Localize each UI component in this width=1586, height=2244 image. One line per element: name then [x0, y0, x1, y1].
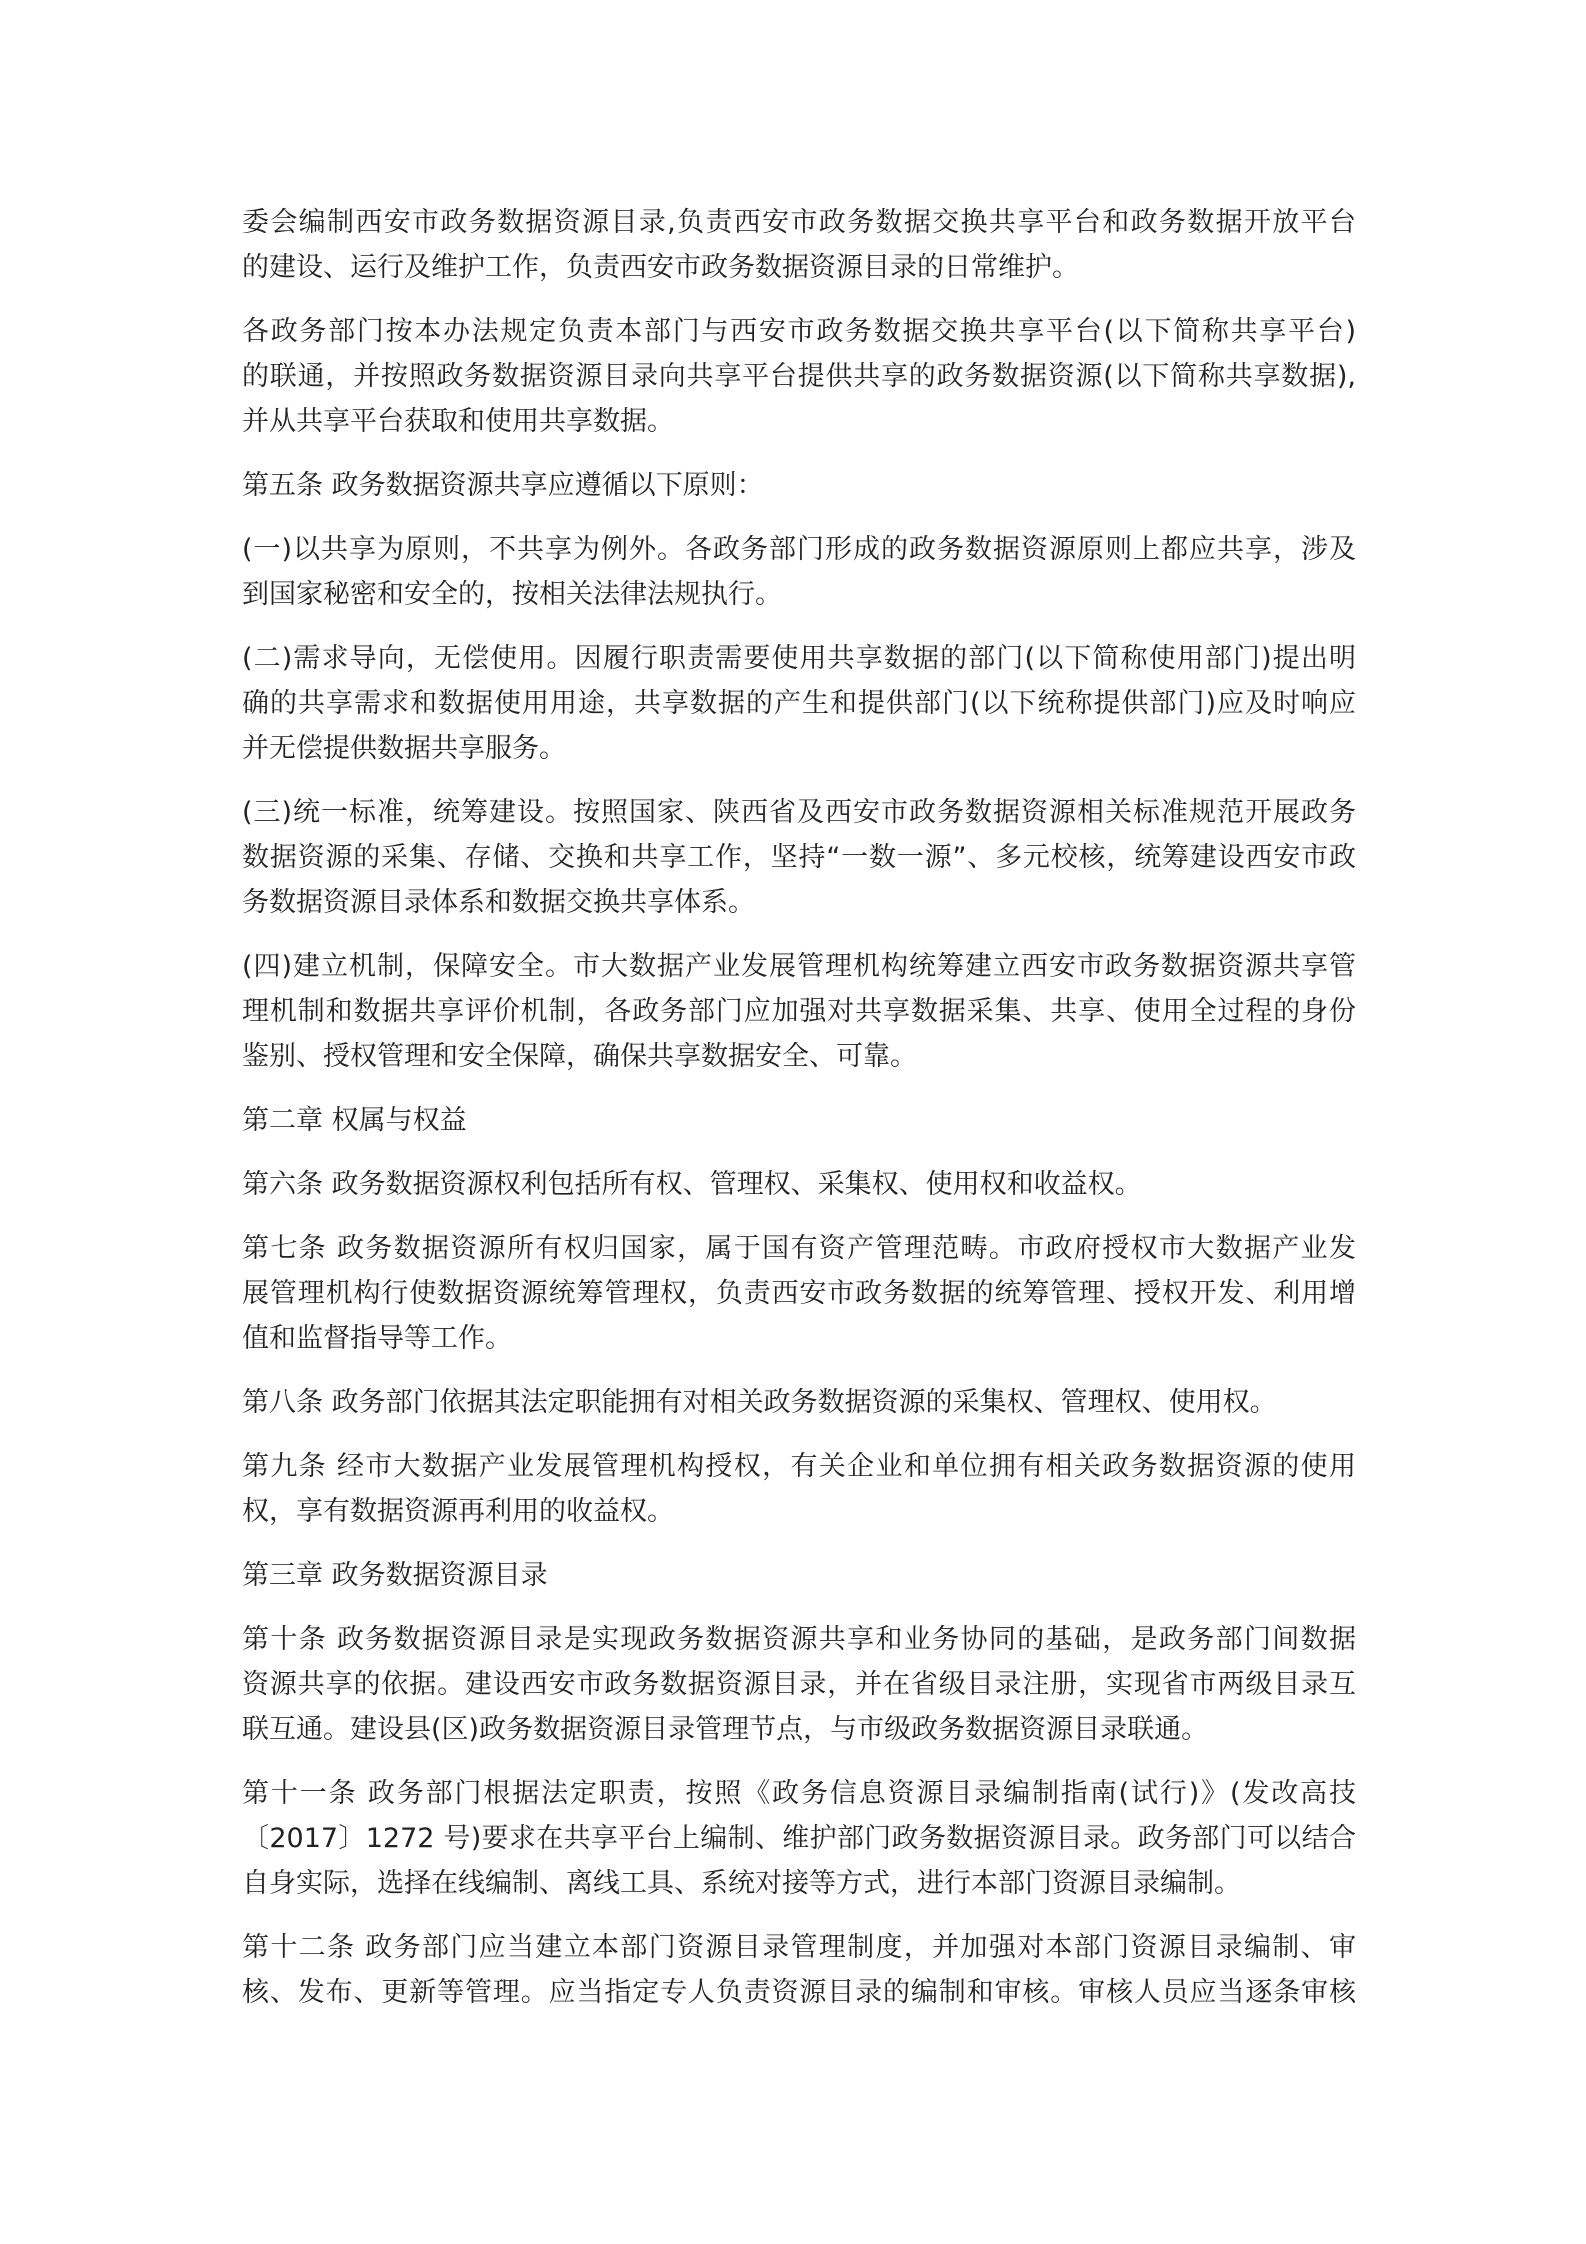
text-line: 第二章 权属与权益 — [242, 1105, 467, 1136]
text-line: 值和监督指导等工作。 — [242, 1323, 512, 1354]
text-line: 并无偿提供数据共享服务。 — [242, 733, 566, 764]
text-line: 确的共享需求和数据使用用途，共享数据的产生和提供部门(以下统称提供部门)应及时响应 — [242, 688, 1356, 719]
paragraph — [242, 1380, 1356, 1425]
paragraph — [242, 1226, 1356, 1361]
text-line: 第十二条 政务部门应当建立本部门资源目录管理制度，并加强对本部门资源目录编制、审 — [242, 1932, 1356, 1963]
text-line: 务数据资源目录体系和数据交换共享体系。 — [242, 887, 755, 918]
text-line: 资源共享的依据。建设西安市政务数据资源目录，并在省级目录注册，实现省市两级目录互 — [242, 1669, 1356, 1700]
text-line: 委会编制西安市政务数据资源目录,负责西安市政务数据交换共享平台和政务数据开放平台 — [242, 207, 1356, 238]
text-line: 鉴别、授权管理和安全保障，确保共享数据安全、可靠。 — [242, 1041, 917, 1072]
text-line: 第九条 经市大数据产业发展管理机构授权，有关企业和单位拥有相关政务数据资源的使用 — [242, 1451, 1356, 1482]
paragraph — [242, 309, 1356, 444]
paragraph — [242, 944, 1356, 1079]
paragraph — [242, 527, 1356, 617]
text-line: 第十条 政务数据资源目录是实现政务数据资源共享和业务协同的基础，是政务部门间数据 — [242, 1624, 1356, 1655]
text-line: 权，享有数据资源再利用的收益权。 — [242, 1496, 674, 1527]
text-line: (二)需求导向，无偿使用。因履行职责需要使用共享数据的部门(以下简称使用部门)提出明 — [242, 643, 1356, 674]
text-line: 的建设、运行及维护工作，负责西安市政务数据资源目录的日常维护。 — [242, 252, 1079, 283]
text-line: (一)以共享为原则，不共享为例外。各政务部门形成的政务数据资源原则上都应共享，涉及 — [242, 534, 1356, 565]
text-line: 展管理机构行使数据资源统筹管理权，负责西安市政务数据的统筹管理、授权开发、利用增 — [242, 1278, 1356, 1309]
text-line: 并从共享平台获取和使用共享数据。 — [242, 406, 674, 437]
text-line: 第五条 政务数据资源共享应遵循以下原则： — [242, 470, 764, 501]
paragraph — [242, 636, 1356, 771]
paragraph — [242, 1553, 1356, 1598]
text-line: 自身实际，选择在线编制、离线工具、系统对接等方式，进行本部门资源目录编制。 — [242, 1868, 1241, 1899]
paragraph — [242, 200, 1356, 290]
text-line: 第六条 政务数据资源权利包括所有权、管理权、采集权、使用权和收益权。 — [242, 1169, 1142, 1200]
text-line: 第三章 政务数据资源目录 — [242, 1560, 548, 1591]
paragraph — [242, 1617, 1356, 1752]
text-line: 第十一条 政务部门根据法定职责，按照《政务信息资源目录编制指南(试行)》(发改高技 — [242, 1778, 1356, 1809]
text-line: 理机制和数据共享评价机制，各政务部门应加强对共享数据采集、共享、使用全过程的身份 — [242, 996, 1356, 1027]
paragraph — [242, 790, 1356, 925]
text-line: (三)统一标准，统筹建设。按照国家、陕西省及西安市政务数据资源相关标准规范开展政务 — [242, 797, 1356, 828]
paragraph — [242, 1098, 1356, 1143]
text-line: 数据资源的采集、存储、交换和共享工作，坚持“一数一源”、多元校核，统筹建设西安市政 — [242, 842, 1356, 873]
document-page — [242, 200, 1356, 2034]
text-line: 〔2017〕1272 号)要求在共享平台上编制、维护部门政务数据资源目录。政务部门可以结合 — [242, 1823, 1356, 1854]
text-line: 联互通。建设县(区)政务数据资源目录管理节点，与市级政务数据资源目录联通。 — [242, 1714, 1209, 1745]
text-line: 第八条 政务部门依据其法定职能拥有对相关政务数据资源的采集权、管理权、使用权。 — [242, 1387, 1277, 1418]
text-line: 各政务部门按本办法规定负责本部门与西安市政务数据交换共享平台(以下简称共享平台) — [242, 316, 1356, 347]
paragraph — [242, 1162, 1356, 1207]
text-line: 到国家秘密和安全的，按相关法律法规执行。 — [242, 579, 782, 610]
text-line: 第七条 政务数据资源所有权归国家，属于国有资产管理范畴。市政府授权市大数据产业发 — [242, 1233, 1356, 1264]
paragraph — [242, 1444, 1356, 1534]
text-line: 核、发布、更新等管理。应当指定专人负责资源目录的编制和审核。审核人员应当逐条审核 — [242, 1977, 1356, 2008]
paragraph — [242, 1771, 1356, 1906]
paragraph — [242, 463, 1356, 508]
paragraph — [242, 1925, 1356, 2015]
text-line: (四)建立机制，保障安全。市大数据产业发展管理机构统筹建立西安市政务数据资源共享管 — [242, 951, 1356, 982]
text-line: 的联通，并按照政务数据资源目录向共享平台提供共享的政务数据资源(以下简称共享数据), — [242, 361, 1356, 392]
